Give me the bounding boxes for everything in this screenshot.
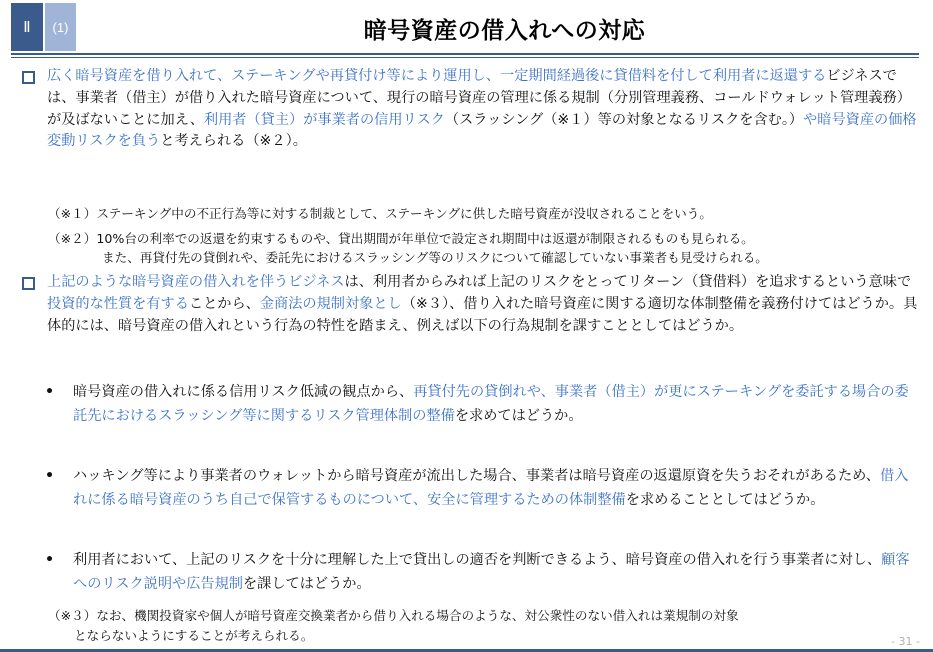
- highlight-text: や暗号資産の価格変動リスクを負う: [47, 111, 917, 150]
- highlight-text: 利用者（貸主）が事業者の信用リスク: [203, 111, 445, 128]
- bullet-dot-icon: •: [45, 552, 55, 568]
- body-text: を求めてはどうか。: [454, 407, 583, 424]
- section-tab: Ⅱ: [11, 3, 43, 51]
- highlight-text: 金商法の規制対象とし: [259, 295, 402, 312]
- highlight-text: 投資的な性質を有する: [47, 295, 189, 312]
- slide-header: [0, 0, 933, 58]
- body-text: 暗号資産の借入れに係る信用リスク低減の観点から、: [73, 384, 414, 400]
- bullet-item-2: [45, 465, 920, 512]
- header-rule: [11, 53, 919, 55]
- body-text: ことから、: [188, 295, 260, 312]
- body-text: （※３）、借り入れた暗号資産に関する適切な体制整備を義務付けてはどうか。具体的には、暗号資産の借入れという行為の特性を踏まえ、例えば以下の行為規制を課すこととしてはどうか。: [47, 295, 918, 334]
- paragraph-2: [22, 272, 918, 337]
- bullet-dot-icon: •: [45, 468, 55, 484]
- body-text: は、利用者からみれば上記のリスクをとってリターン（貸借料）を追求するという意味で: [344, 274, 912, 290]
- body-text: ビジネスでは、事業者（借主）が借り入れた暗号資産について、現行の暗号資産の管理に係る規制（分別管理義務、コールドウォレット管理義務）が及ばないことに加え、: [47, 68, 911, 128]
- highlight-text: 顧客へのリスク説明や広告規制: [73, 552, 910, 592]
- header-rule-thin: [11, 57, 919, 58]
- body-text: 利用者において、上記のリスクを十分に理解した上で貸出しの適否を判断できるよう、暗号資産の借入れを行う事業者に対し、: [73, 552, 882, 568]
- bullet-dot-icon: •: [45, 384, 55, 400]
- subsection-tab: (1): [45, 3, 76, 51]
- square-bullet-icon: [22, 71, 35, 84]
- highlight-text: 借入れに係る暗号資産のうち自己で保管するものについて、安全に管理するための体制整備: [73, 468, 909, 508]
- body-text: （スラッシング（※１）等の対象となるリスクを含む。）: [444, 111, 804, 128]
- body-text: を課してはどうか。: [242, 575, 371, 592]
- square-bullet-icon: [22, 277, 35, 290]
- bullet-item-1: [45, 381, 920, 428]
- footnote-2-cont: また、再貸付先の貸倒れや、委託先におけるスラッシング等のリスクについて確認していない事業者も見受けられる。: [102, 250, 768, 265]
- footnote-3: （※３）なお、機関投資家や個人が暗号資産交換業者から借り入れる場合のような、対公衆性のない借入れは業規制の対象: [48, 608, 739, 623]
- body-text: ハッキング等により事業者のウォレットから暗号資産が流出した場合、事業者は暗号資産の返還原資を失うおそれがあるため、: [73, 468, 880, 484]
- body-text: を求めることとしてはどうか。: [625, 491, 825, 508]
- page-number: - 31 -: [891, 635, 920, 648]
- body-text: と考えられる（※２）。: [160, 133, 307, 150]
- highlight-text: 広く暗号資産を借り入れて、ステーキングや再貸付け等により運用し、一定期間経過後に貸借料を付して利用者に返還する: [47, 68, 827, 84]
- bullet-item-3: [45, 549, 920, 596]
- highlight-text: 上記のような暗号資産の借入れを伴うビジネス: [47, 274, 345, 290]
- page-title: 暗号資産の借入れへの対応: [363, 18, 646, 44]
- paragraph-1: [22, 66, 918, 153]
- footnote-3-cont: とならないようにすることが考えられる。: [74, 628, 314, 643]
- highlight-text: 再貸付先の貸倒れや、事業者（借主）が更にステーキングを委託する場合の委託先におけるスラッシング等に関するリスク管理体制の整備: [73, 384, 909, 424]
- footnote-2: （※２）10%台の利率での返還を約束するものや、貸出期間が年単位で設定され期間中は返還が制限されるものも見られる。: [48, 231, 754, 246]
- footnote-1: （※１）ステーキング中の不正行為等に対する制裁として、ステーキングに供した暗号資産が没収されることをいう。: [48, 206, 712, 221]
